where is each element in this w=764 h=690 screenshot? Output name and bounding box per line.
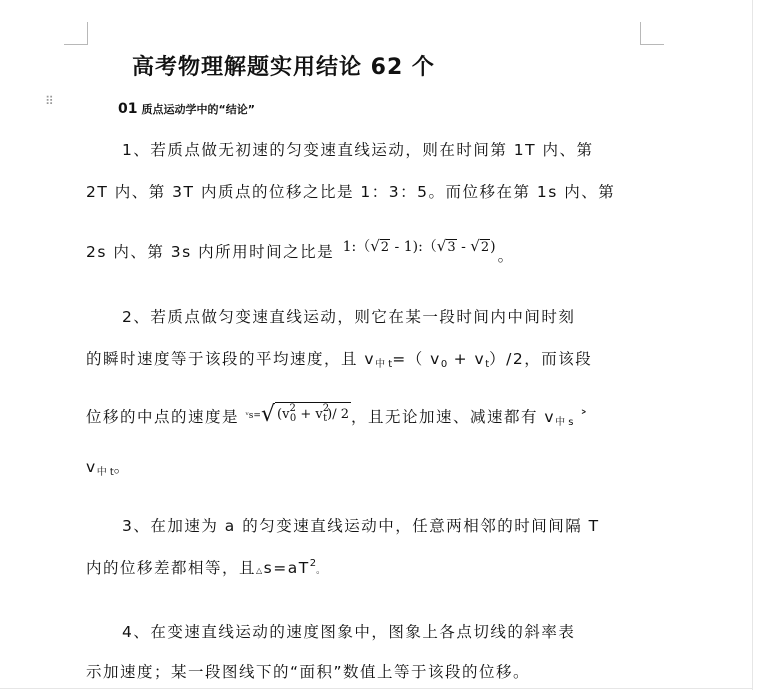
sqrt-2-arg: 2: [380, 240, 390, 255]
p2-line4-sub: 中 t: [96, 467, 114, 478]
section-heading: [118, 98, 255, 117]
p2-line4-end: 。: [113, 458, 131, 476]
delta-symbol: △: [256, 566, 264, 575]
p2-line2-sub3: t: [485, 359, 490, 370]
p4-line1: 4、在变速直线运动的速度图象中，图象上各点切线的斜率表: [122, 623, 576, 641]
formula-radicand: $(v^2_0 + v^2_t)/$ 2: [277, 403, 349, 424]
p2-line3-a: 位移的中点的速度是: [86, 408, 240, 426]
p3-line2-b: s=aT: [263, 559, 310, 577]
p2-line2: [86, 347, 646, 370]
formula-lead: ᵛs=: [245, 411, 261, 421]
sqrt-3: √3: [436, 237, 456, 255]
p2-line1: 2、若质点做匀变速直线运动，则它在某一段时间内中间时刻: [122, 308, 576, 326]
section-title: 质点运动学中的“结论”: [141, 103, 255, 116]
p2-line2-b: =（ v: [392, 350, 441, 368]
formula-vt-sup: 2: [322, 403, 330, 414]
formula-plus: +: [296, 407, 316, 422]
p2-line2-c: + v: [447, 350, 486, 368]
p3-line2-end: 。: [316, 566, 326, 576]
formula-v0-sub: 0: [289, 413, 297, 424]
sqrt-2b: √2: [470, 237, 490, 255]
sqrt-3-arg: 3: [447, 240, 456, 255]
formula-v0-sup: 2: [289, 403, 296, 414]
time-ratio-formula: [343, 236, 496, 256]
p1-line2: 2T 内、第 3T 内质点的位移之比是 1：3：5。而位移在第 1s 内、第: [86, 183, 616, 201]
crop-mark-top-left: [64, 22, 88, 45]
p2-line3-gt: ˃: [573, 408, 590, 426]
p2-line3: [86, 402, 646, 431]
page-edge-right: [752, 0, 753, 690]
ratio-mid: - 1):（: [390, 239, 437, 255]
ratio-minus: -: [456, 239, 471, 255]
p2-line2-sub2: 0: [440, 359, 448, 370]
formula-div: )/ 2: [327, 407, 349, 422]
p2-line2-sub1: 中 t: [375, 359, 393, 370]
p3-line2-sup: 2: [309, 558, 317, 569]
p1-end: 。: [497, 247, 515, 265]
p2-line4: [86, 455, 646, 478]
p2-line2-a: 的瞬时速度等于该段的平均速度，且 v: [86, 350, 376, 368]
p2-line4-v: v: [86, 458, 97, 476]
formula-vt-sub: t: [323, 413, 328, 424]
midpoint-velocity-formula: ᵛs=√ $(v^2_0 + v^2_t)/$ 2: [245, 402, 349, 427]
formula-vt: v: [315, 407, 323, 422]
p2-line3-sub: 中 s: [555, 417, 574, 428]
sqrt-2: √2: [370, 237, 390, 255]
p3-line2: [86, 556, 646, 578]
page-edge-bottom: [0, 688, 753, 689]
p1-line3: [86, 237, 646, 265]
p1-line3-text: 2s 内、第 3s 内所用时间之比是: [86, 243, 335, 261]
ratio-close: ): [490, 239, 496, 255]
section-number: 01: [118, 101, 138, 117]
document-title: 高考物理解题实用结论 62 个: [132, 55, 435, 80]
drag-handle-icon[interactable]: ⠿: [45, 94, 55, 108]
p2-line2-d: ）/2，而该段: [489, 350, 593, 368]
p3-line1: 3、在加速为 a 的匀变速直线运动中，任意两相邻的时间间隔 T: [122, 517, 600, 535]
ratio-prefix: 1:（: [342, 239, 371, 255]
p1-line1: 1、若质点做无初速的匀变速直线运动，则在时间第 1T 内、第: [122, 141, 594, 159]
p4-line2: 示加速度；某一段图线下的“面积”数值上等于该段的位移。: [86, 663, 531, 681]
crop-mark-top-right: [640, 22, 664, 45]
p3-line2-a: 内的位移差都相等，且: [86, 559, 257, 577]
formula-v0: v: [282, 407, 290, 422]
p2-line3-b: ，且无论加速、减速都有 v: [350, 408, 556, 426]
sqrt-2b-arg: 2: [480, 240, 490, 255]
